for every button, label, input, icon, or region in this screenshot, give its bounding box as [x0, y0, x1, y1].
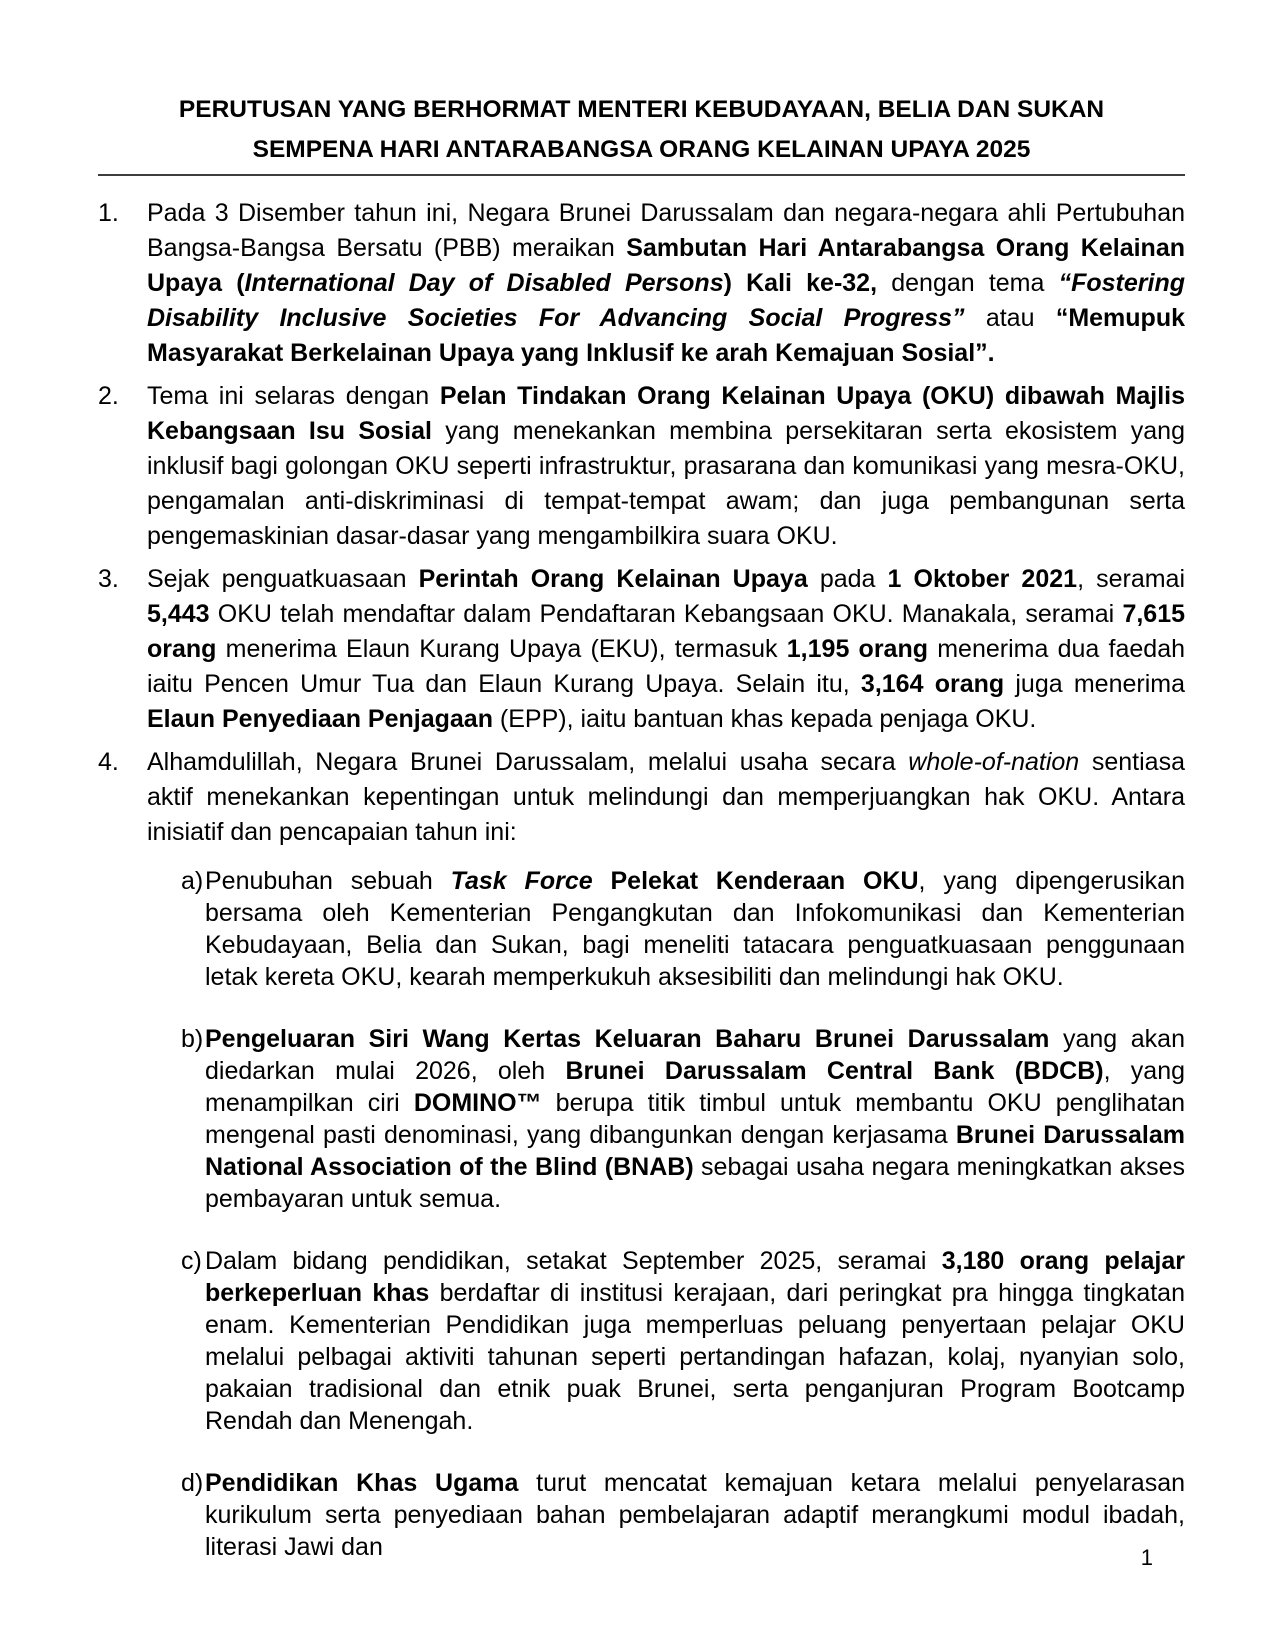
text-run: Elaun Penyediaan Penjagaan — [147, 705, 493, 733]
paragraph-text — [147, 745, 1185, 850]
text-run: International Day of Disabled Persons — [244, 269, 724, 297]
paragraph-text — [147, 196, 1185, 371]
text-run: Pengeluaran Siri Wang Kertas Keluaran Baharu Brunei Darussalam — [205, 1025, 1050, 1053]
text-run: Tema ini selaras dengan — [147, 382, 440, 410]
text-run: Dalam bidang pendidikan, setakat September 2025, seramai — [205, 1247, 942, 1275]
lettered-subitem — [181, 1245, 1185, 1437]
page-number: 1 — [1140, 1545, 1153, 1570]
paragraph-text — [205, 1023, 1185, 1215]
paragraph-text — [205, 865, 1185, 993]
text-run: Alhamdulillah, Negara Brunei Darussalam, melalui usaha secara — [147, 748, 909, 776]
text-run: Brunei Darussalam Central Bank (BDCB) — [565, 1057, 1104, 1085]
text-run: Brunei Darussalam National Association of the Blind (BNAB) — [205, 1121, 1185, 1181]
numbered-paragraph — [98, 745, 1185, 850]
text-run: 1 Oktober 2021 — [887, 565, 1078, 593]
text-run: “Memupuk Masyarakat Berkelainan Upaya yang Inklusif ke arah Kemajuan Sosial”. — [147, 304, 1185, 367]
text-run: juga menerima — [1004, 670, 1185, 698]
text-run: DOMINO™ — [413, 1089, 542, 1117]
list-marker: c) — [181, 1247, 202, 1275]
text-run: berdaftar di institusi kerajaan, dari peringkat pra hingga tingkatan enam. Kementerian Pendidikan juga memperluas peluang penyertaan pelajar OKU melalui pelbagai aktiviti tahunan seperti pertandingan hafazan, kolaj, nyanyian solo, pakaian tradisional dan etnik puak Brunei, serta penganjuran Program Bootcamp Rendah dan Menengah. — [205, 1279, 1185, 1435]
text-run: atau — [964, 304, 1056, 332]
text-run: yang menekankan membina persekitaran serta ekosistem yang inklusif bagi golongan OKU seperti infrastruktur, prasarana dan komunikasi yang mesra-OKU, pengamalan anti-diskriminasi di tempat-tempat awam; dan juga pembangunan serta pengemaskinian dasar-dasar yang mengambilkira suara OKU. — [147, 417, 1185, 550]
text-run: sentiasa aktif menekankan kepentingan untuk melindungi dan memperjuangkan hak OKU. Antara inisiatif dan pencapaian tahun ini: — [147, 748, 1185, 846]
text-run: 1,195 orang — [786, 635, 929, 663]
text-run: Perintah Orang Kelainan Upaya — [418, 565, 808, 593]
text-run: 3,164 orang — [860, 670, 1005, 698]
numbered-paragraph — [98, 562, 1185, 737]
list-marker: b) — [181, 1025, 204, 1053]
text-run: 3,180 orang pelajar berkeperluan khas — [205, 1247, 1185, 1307]
text-run: menerima Elaun Kurang Upaya (EKU), termasuk — [216, 635, 787, 663]
numbered-paragraph — [98, 196, 1185, 371]
text-run: dengan tema — [877, 269, 1059, 297]
text-run: yang akan diedarkan mulai 2026, oleh — [205, 1025, 1185, 1085]
text-run: 5,443 — [147, 600, 210, 628]
text-run: turut mencatat kemajuan ketara melalui penyelarasan kurikulum serta penyediaan bahan pembelajaran adaptif merangkumi modul ibadah, literasi Jawi dan — [205, 1469, 1185, 1561]
title-line-2: SEMPENA HARI ANTARABANGSA ORANG KELAINAN UPAYA 2025 — [252, 136, 1031, 163]
text-run: Task Force — [450, 867, 593, 895]
paragraph-text — [147, 562, 1185, 737]
list-marker: 4. — [98, 748, 119, 776]
paragraph-text — [147, 379, 1185, 554]
list-marker: a) — [181, 867, 204, 895]
text-run: Pelan Tindakan Orang Kelainan Upaya (OKU) dibawah Majlis Kebangsaan Isu Sosial — [147, 382, 1185, 445]
text-run: 7,615 orang — [147, 600, 1185, 663]
paragraph-text — [205, 1467, 1185, 1563]
text-run: “Fostering Disability Inclusive Societies For Advancing Social Progress” — [147, 269, 1185, 332]
text-run: Pada 3 Disember tahun ini, Negara Brunei Darussalam dan negara-negara ahli Pertubuhan Bangsa-Bangsa Bersatu (PBB) meraikan — [147, 199, 1185, 262]
numbered-paragraph — [98, 379, 1185, 554]
lettered-subitem — [181, 1467, 1185, 1563]
document-body — [98, 196, 1185, 1563]
text-run: (EPP), iaitu bantuan khas kepada penjaga OKU. — [492, 705, 1037, 733]
text-run: , yang menampilkan ciri — [205, 1057, 1186, 1117]
document-header — [98, 90, 1185, 176]
text-run: Penubuhan sebuah — [205, 867, 451, 895]
text-run: whole-of-nation — [908, 748, 1080, 776]
text-run: OKU telah mendaftar dalam Pendaftaran Kebangsaan OKU. Manakala, seramai — [209, 600, 1123, 628]
lettered-subitem — [181, 865, 1185, 993]
text-run: Pelekat Kenderaan OKU — [592, 867, 919, 895]
text-run: ) Kali ke-32, — [723, 269, 878, 297]
text-run: pada — [807, 565, 888, 593]
list-marker: 1. — [98, 199, 119, 227]
title-line-1: PERUTUSAN YANG BERHORMAT MENTERI KEBUDAYAAN, BELIA DAN SUKAN — [178, 96, 1105, 123]
text-run: Sejak penguatkuasaan — [147, 565, 419, 593]
list-marker: d) — [181, 1469, 204, 1497]
text-run: , yang dipengerusikan bersama oleh Kementerian Pengangkutan dan Infokomunikasi dan Kementerian Kebudayaan, Belia dan Sukan, bagi meneliti tatacara penguatkuasaan penggunaan letak kereta OKU, kearah memperkukuh aksesibiliti dan melindungi hak OKU. — [205, 867, 1185, 991]
list-marker: 2. — [98, 382, 119, 410]
text-run: Pendidikan Khas Ugama — [205, 1469, 519, 1497]
lettered-subitem — [181, 1023, 1185, 1215]
text-run: , seramai — [1077, 565, 1186, 593]
text-run: sebagai usaha negara meningkatkan akses pembayaran untuk semua. — [205, 1153, 1185, 1213]
list-marker: 3. — [98, 565, 119, 593]
document-title — [98, 90, 1185, 170]
paragraph-text — [205, 1245, 1185, 1437]
text-run: berupa titik timbul untuk membantu OKU penglihatan mengenal pasti denominasi, yang dibangunkan dengan kerjasama — [205, 1089, 1185, 1149]
text-run: menerima dua faedah iaitu Pencen Umur Tua dan Elaun Kurang Upaya. Selain itu, — [147, 635, 1185, 698]
title-underline-rule — [98, 174, 1185, 176]
text-run: Sambutan Hari Antarabangsa Orang Kelainan Upaya ( — [147, 234, 1185, 297]
